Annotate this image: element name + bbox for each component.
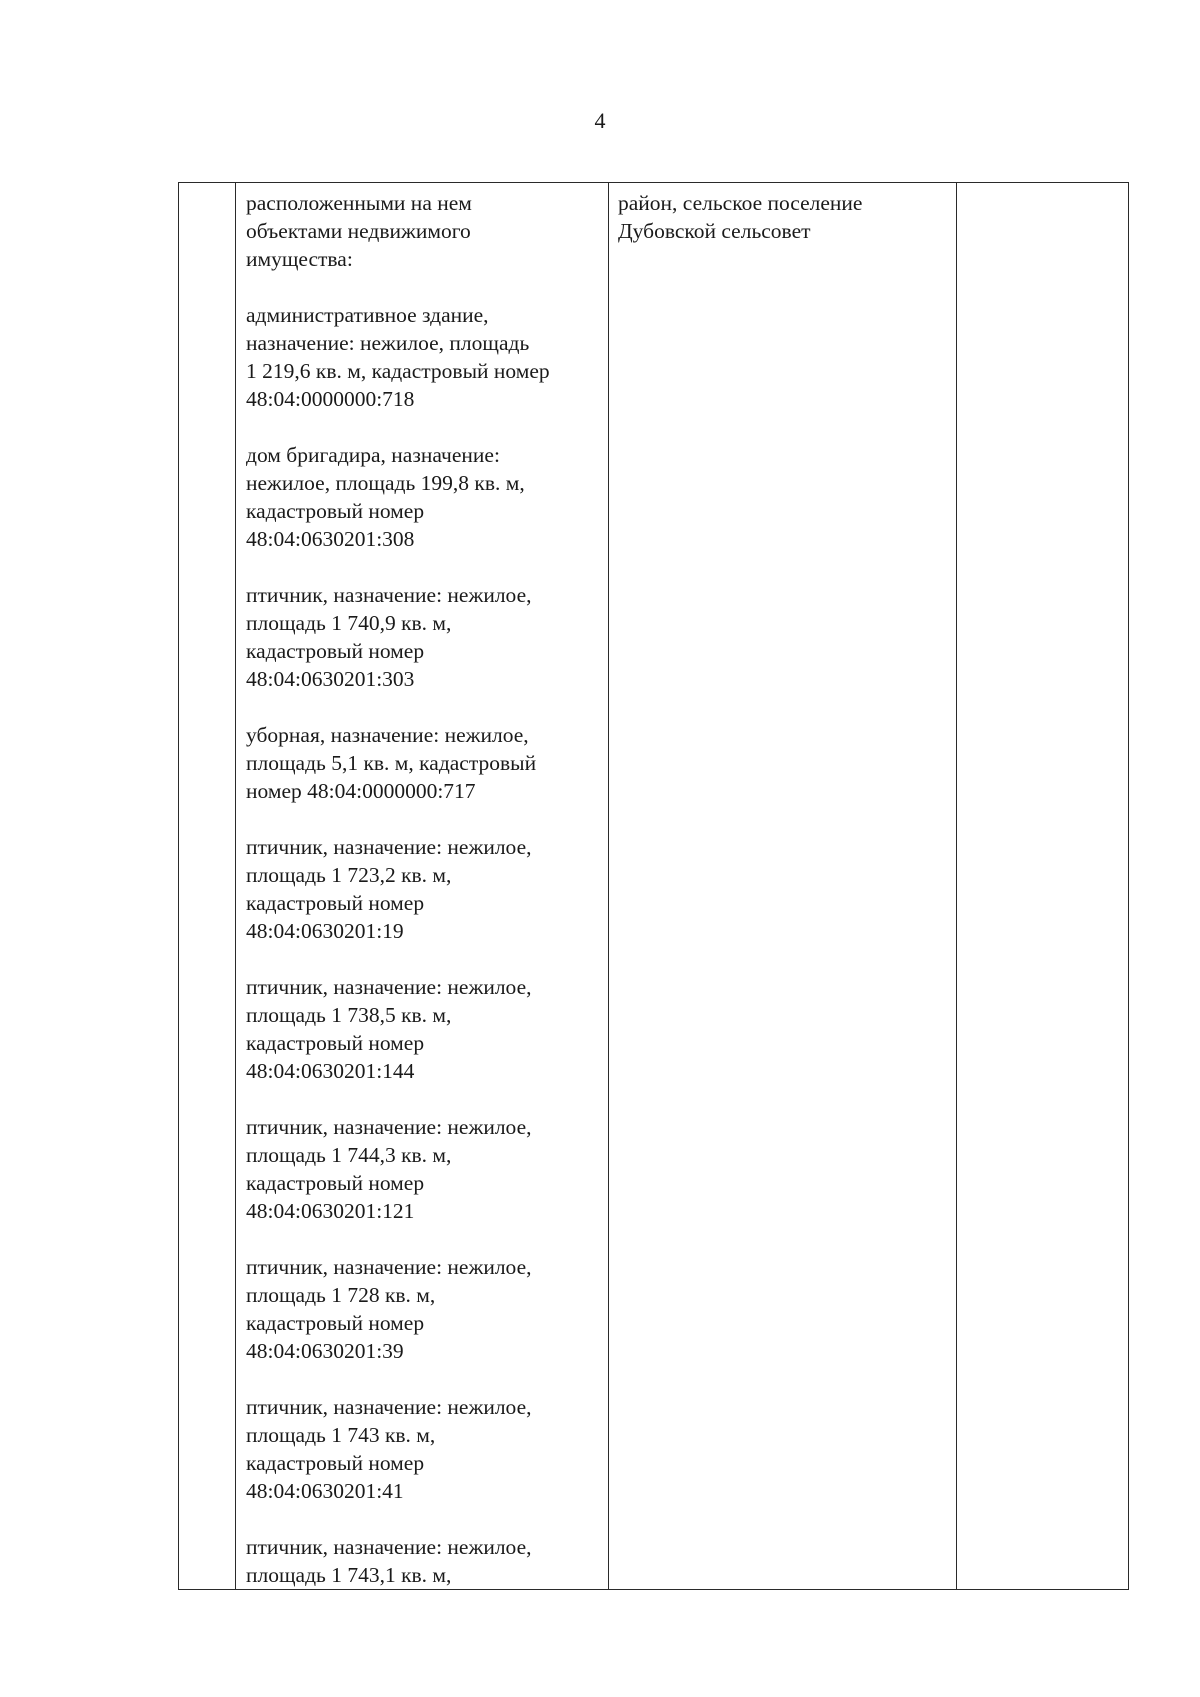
- objects-intro: [246, 189, 600, 273]
- text-line: площадь 1 744,3 кв. м,: [246, 1143, 452, 1167]
- text-line: нежилое, площадь 199,8 кв. м,: [246, 471, 525, 495]
- text-line: площадь 1 738,5 кв. м,: [246, 1003, 452, 1027]
- objects-cell: [236, 183, 609, 1590]
- text-line: площадь 1 743,1 кв. м,: [246, 1563, 452, 1587]
- text-line: административное здание,: [246, 303, 489, 327]
- location-line: Дубовской сельсовет: [618, 219, 811, 243]
- object-entry: [246, 441, 600, 553]
- text-line: уборная, назначение: нежилое,: [246, 723, 529, 747]
- object-entry: [246, 1113, 600, 1225]
- text-line: имущества:: [246, 247, 353, 271]
- location-cell: [609, 183, 957, 1590]
- table-row: [179, 183, 1129, 1590]
- text-line: птичник, назначение: нежилое,: [246, 835, 532, 859]
- objects-list: [246, 301, 600, 1589]
- notes-cell: [957, 183, 1129, 1590]
- text-line: площадь 1 723,2 кв. м,: [246, 863, 452, 887]
- text-line: кадастровый номер: [246, 1031, 425, 1055]
- text-line: номер 48:04:0000000:717: [246, 779, 476, 803]
- object-entry: [246, 1533, 600, 1589]
- text-line: птичник, назначение: нежилое,: [246, 1255, 532, 1279]
- text-line: 1 219,6 кв. м, кадастровый номер: [246, 359, 550, 383]
- text-line: кадастровый номер: [246, 1171, 425, 1195]
- object-entry: [246, 581, 600, 693]
- object-entry: [246, 1253, 600, 1365]
- object-entry: [246, 301, 600, 413]
- text-line: 48:04:0630201:303: [246, 667, 415, 691]
- text-line: дом бригадира, назначение:: [246, 443, 500, 467]
- text-line: 48:04:0630201:308: [246, 527, 415, 551]
- text-line: 48:04:0630201:39: [246, 1339, 404, 1363]
- text-line: 48:04:0630201:19: [246, 919, 404, 943]
- text-line: птичник, назначение: нежилое,: [246, 1395, 532, 1419]
- text-line: 48:04:0630201:144: [246, 1059, 415, 1083]
- text-line: 48:04:0630201:41: [246, 1479, 404, 1503]
- number-cell: [179, 183, 236, 1590]
- text-line: птичник, назначение: нежилое,: [246, 583, 532, 607]
- location-line: район, сельское поселение: [618, 191, 863, 215]
- text-line: 48:04:0000000:718: [246, 387, 415, 411]
- text-line: объектами недвижимого: [246, 219, 471, 243]
- text-line: площадь 1 743 кв. м,: [246, 1423, 436, 1447]
- text-line: кадастровый номер: [246, 891, 425, 915]
- text-line: площадь 5,1 кв. м, кадастровый: [246, 751, 537, 775]
- text-line: кадастровый номер: [246, 1451, 425, 1475]
- object-entry: [246, 833, 600, 945]
- text-line: назначение: нежилое, площадь: [246, 331, 530, 355]
- text-line: кадастровый номер: [246, 1311, 425, 1335]
- object-entry: [246, 721, 600, 805]
- text-line: 48:04:0630201:121: [246, 1199, 415, 1223]
- page-number: 4: [594, 108, 606, 133]
- text-line: площадь 1 728 кв. м,: [246, 1283, 436, 1307]
- property-table: [178, 182, 1129, 1590]
- object-entry: [246, 973, 600, 1085]
- text-line: кадастровый номер: [246, 499, 425, 523]
- text-line: расположенными на нем: [246, 191, 472, 215]
- text-line: площадь 1 740,9 кв. м,: [246, 611, 452, 635]
- text-line: птичник, назначение: нежилое,: [246, 1115, 532, 1139]
- text-line: птичник, назначение: нежилое,: [246, 1535, 532, 1559]
- text-line: кадастровый номер: [246, 639, 425, 663]
- object-entry: [246, 1393, 600, 1505]
- text-line: птичник, назначение: нежилое,: [246, 975, 532, 999]
